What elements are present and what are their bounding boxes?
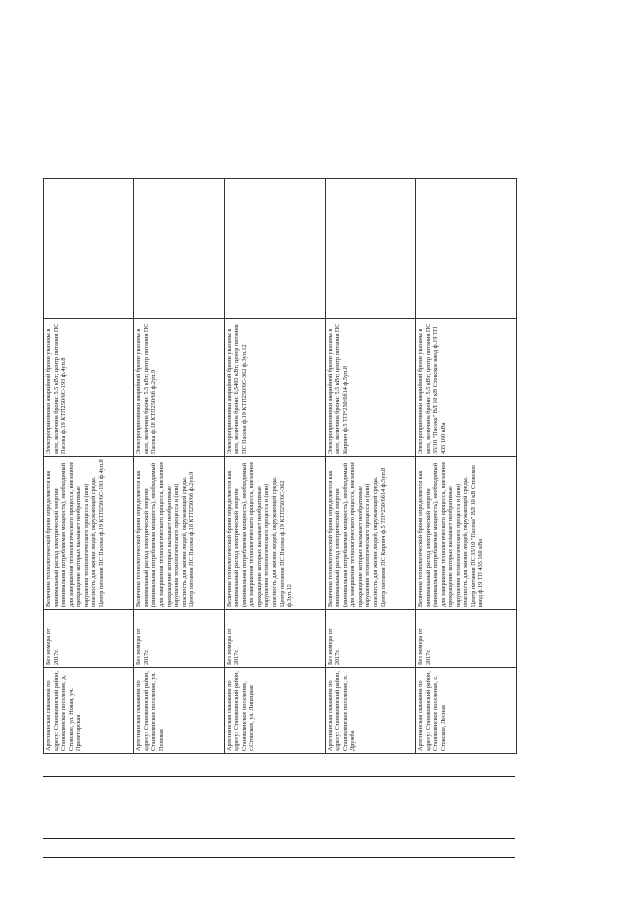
act-cell: Без номера от 2017г. [325, 610, 415, 668]
act-cell: Без номера от 2017г. [415, 610, 516, 668]
object-cell: Артезианская скважина по адресу: Становлянский район, Становлянское поселение, с.Стовское, ул. Липецкая [224, 668, 325, 754]
tech-cell [44, 179, 134, 319]
tech-cell [134, 179, 224, 319]
rotated-page-content [43, 179, 517, 754]
reason-cell: Величина технологической брони определяется как минимальный расход электрической энергии (минимальная потребляемая мощность), необходимый для завершения технологического процесса, внезапное прекращение которых вызывает необратимые нарушения технологического процесса и (или) опасность для жизни людей, окружающей среды. Центр питания ПС Пасека ф.19 КТП250/6С-193 ф.4уп.8 [44, 457, 134, 610]
act-cell: Без номера от 2017г. [224, 610, 325, 668]
table-row [415, 179, 516, 754]
reason-cell: Величина технологической брони определяется как минимальный расход электрической энергии (минимальная потребляемая мощность), необходимый для завершения технологического процесса, внезапное прекращение которых вызывает необратимые нарушения технологического процесса и (или) опасность для жизни людей, окружающей среды. Центр питания ПС Кирпич ф.5 ТП*250/6б14 ф.5уп.8 [325, 457, 415, 610]
landscape-table-wrapper [43, 179, 517, 754]
emergency-cell: Электроприемники аварийной брони указаны в акте, величина брони: 5.5 кВт; центр питания ПС Пасека ф.18 КТП250/6б ф.2уп.9 [134, 319, 224, 457]
tech-cell [415, 179, 516, 319]
horizontal-rule [43, 838, 515, 839]
object-cell: Артезианская скважина по адресу: Становлянский район, Становлянское поселение, с. Стовское, Лесная [415, 668, 516, 754]
emergency-cell: Электроприемники аварийной брони указаны в акте, величина брони: 5.5 кВт; центр питания ПС 35/10 "Пасека" ВЛ 10 кВ Стовское ввод ф.19 ТП 435 160 кВа [415, 319, 516, 457]
act-cell: Без номера от 2017г. [44, 610, 134, 668]
tech-cell [224, 179, 325, 319]
horizontal-rule [43, 776, 515, 777]
horizontal-rule [43, 857, 515, 858]
table-row [44, 179, 134, 754]
reason-cell: Величина технологической брони определяется как минимальный расход электрической энергии (минимальная потребляемая мощность), необходимый для завершения технологического процесса, внезапное прекращение которых вызывает необратимые нарушения технологического процесса и (или) опасность для жизни людей, окружающей среды. Центр питания ПС Пасека ф.19 КТП250/6С-362 ф.3уп.12 [224, 457, 325, 610]
object-cell: Артезианская скважина по адресу: Становлянский район, Становлянское поселение, д. Стовское, ул. Новая, уч. Пролетарская [44, 668, 134, 754]
emergency-cell: Электроприемники аварийной брони указаны в акте, величина брони: 5.5 кВт; центр питания ПС Кирпич ф.5 ТП*250/6б14 ф.5уп.8 [325, 319, 415, 457]
tech-cell [325, 179, 415, 319]
table-row [134, 179, 224, 754]
reason-cell: Величина технологической брони определяется как минимальный расход электрической энергии (минимальная потребляемая мощность), необходимый для завершения технологического процесса, внезапное прекращение которых вызывает необратимые нарушения технологического процесса и (или) опасность для жизни людей, окружающей среды. Центр питания ПС 35/10 "Пасека" ВЛ 10 кВ Стовское ввод ф.19 ТП 435 160 кВа [415, 457, 516, 610]
table-row [224, 179, 325, 754]
electricity-reservation-table [43, 178, 517, 754]
reason-cell: Величина технологической брони определяется как минимальный расход электрической энергии (минимальная потребляемая мощность), необходимый для завершения технологического процесса, внезапное прекращение которых вызывает необратимые нарушения технологического процесса и (или) опасность для жизни людей, окружающей среды. Центр питания ПС Пасека ф.18 КТП250/6б ф.2уп.9 [134, 457, 224, 610]
table-row [325, 179, 415, 754]
object-cell: Артезианская скважина по адресу: Становлянский район, Становлянское поселение, ул. Полевая [134, 668, 224, 754]
object-cell: Артезианская скважина по адресу: Становлянский район, Становлянское поселение, п. Дружба [325, 668, 415, 754]
emergency-cell: Электроприемники аварийной брони указаны в акте, величина брони: 5.5 кВт; центр питания ПС Пасека ф.19 КТП250/6С-193 ф.4уп.8 [44, 319, 134, 457]
emergency-cell: Электроприемники аварийной брони указаны в акте, величина брони: 6,5403 кВт; центр питания ПС Пасека ф.19 КТП250/6С-362 ф.3уп.12 [224, 319, 325, 457]
act-cell: Без номера от 2017г. [134, 610, 224, 668]
